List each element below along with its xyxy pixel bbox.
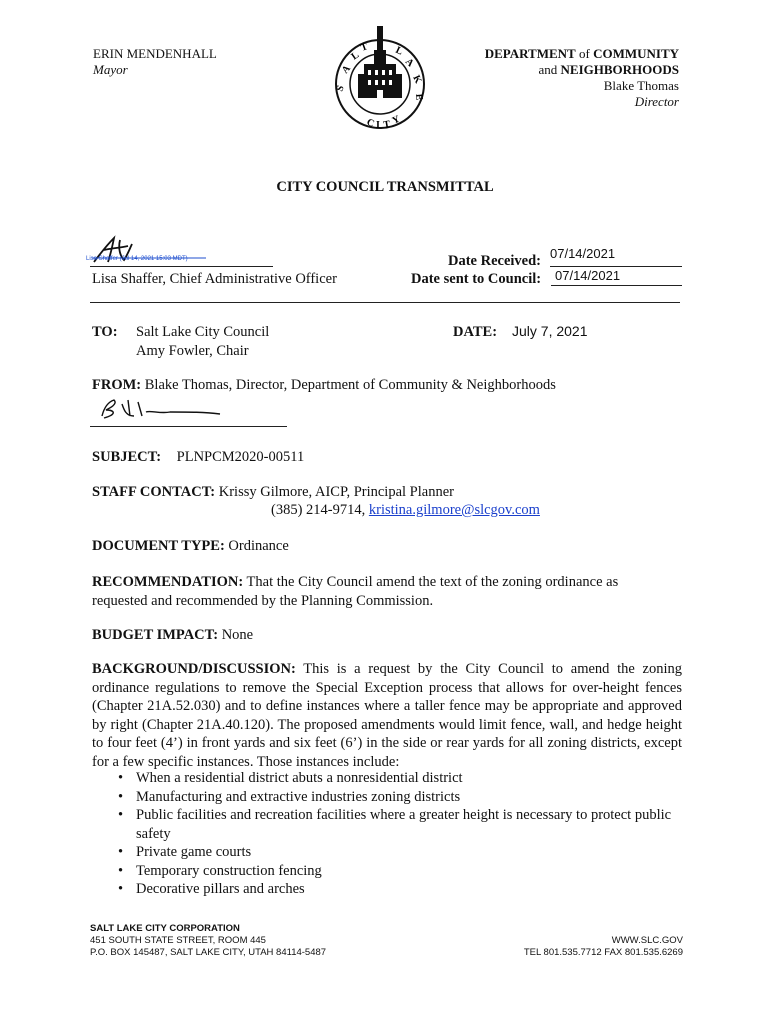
footer-phone: TEL 801.535.7712 FAX 801.535.6269 — [523, 947, 683, 958]
svg-text:A: A — [339, 63, 353, 76]
svg-text:Y: Y — [390, 113, 402, 127]
section-divider — [90, 302, 680, 303]
dept-word-department: DEPARTMENT — [484, 46, 576, 61]
budget-row — [92, 626, 253, 645]
date-received-line — [550, 266, 682, 267]
background-bullet-list — [114, 769, 674, 899]
to-line-2: Amy Fowler, Chair — [136, 342, 249, 359]
staff-contact-row — [92, 483, 454, 502]
recommendation-paragraph — [92, 573, 652, 610]
dept-word-community: COMMUNITY — [593, 46, 679, 61]
document-type-row — [92, 537, 289, 556]
background-paragraph — [92, 660, 682, 771]
list-item: • Private game courts — [114, 843, 674, 862]
svg-text:E: E — [413, 93, 425, 101]
seal-graphic — [330, 22, 430, 132]
footer-address-block — [90, 923, 326, 959]
footer-address-2: P.O. BOX 145487, SALT LAKE CITY, UTAH 84114-5487 — [90, 947, 327, 958]
svg-text:T: T — [359, 41, 370, 54]
staff-phone: (385) 214-9714, — [271, 502, 366, 518]
dept-word-of: of — [578, 46, 590, 61]
staff-contact-text: Krissy Gilmore, AICP, Principal Planner — [218, 484, 454, 500]
document-type-text: Ordinance — [228, 538, 289, 554]
svg-text:S: S — [334, 84, 347, 94]
subject-row — [92, 448, 304, 467]
dept-line-1 — [485, 46, 679, 62]
signature-image-blake-thomas — [94, 394, 234, 424]
staff-email-link[interactable]: kristina.gilmore@slcgov.com — [368, 502, 540, 518]
footer-contact-block — [524, 935, 683, 959]
list-item: • Public facilities and recreation facilities where a greater height is necessary to protect public safety — [114, 806, 674, 843]
list-item: • Temporary construction fencing — [114, 862, 674, 881]
recommendation-label: RECOMMENDATION: — [92, 574, 244, 590]
dept-line-2 — [485, 62, 679, 78]
signer-line — [90, 266, 273, 267]
dept-word-neighborhoods: NEIGHBORHOODS — [560, 62, 679, 77]
list-item: • When a residential district abuts a nonresidential district — [114, 769, 674, 788]
mayor-name: ERIN MENDENHALL — [93, 46, 217, 61]
signature-stamp: Lisa Shaffer (Jul 14, 2021 15:03 MDT) — [86, 256, 188, 262]
subject-text: PLNPCM2020-00511 — [176, 449, 305, 465]
date-received-value: 07/14/2021 — [550, 246, 616, 261]
budget-label: BUDGET IMPACT: — [92, 627, 219, 643]
footer-org: SALT LAKE CITY CORPORATION — [90, 923, 240, 934]
svg-text:I: I — [376, 120, 380, 131]
staff-contact-label: STAFF CONTACT: — [92, 484, 216, 500]
date-received-label: Date Received: — [448, 253, 541, 269]
date-value: July 7, 2021 — [512, 323, 588, 339]
from-label: FROM: — [92, 377, 142, 393]
staff-contact-details — [271, 501, 540, 520]
to-line-1: Salt Lake City Council — [136, 324, 270, 340]
mayor-block — [93, 46, 217, 78]
date-sent-line — [551, 285, 682, 286]
list-item: • Decorative pillars and arches — [114, 880, 674, 899]
footer-web[interactable]: WWW.SLC.GOV — [611, 935, 683, 946]
mayor-title: Mayor — [93, 62, 128, 77]
background-label: BACKGROUND/DISCUSSION: — [92, 661, 296, 677]
date-sent-label: Date sent to Council: — [411, 271, 542, 287]
from-text: Blake Thomas, Director, Department of Community & Neighborhoods — [144, 377, 556, 393]
svg-text:K: K — [410, 73, 424, 86]
to-recipients — [136, 323, 269, 360]
city-seal-logo — [330, 22, 430, 132]
svg-text:L: L — [349, 49, 362, 63]
page-title: CITY COUNCIL TRANSMITTAL — [276, 179, 494, 195]
to-label: TO: — [92, 324, 118, 340]
from-signature-line — [90, 426, 287, 427]
document-type-label: DOCUMENT TYPE: — [92, 538, 225, 554]
svg-text:C: C — [364, 116, 376, 130]
signer-name: Lisa Shaffer, Chief Administrative Officer — [92, 271, 337, 287]
department-block — [485, 46, 679, 110]
dept-word-and: and — [538, 62, 558, 77]
date-label: DATE: — [453, 324, 498, 340]
list-item: • Manufacturing and extractive industries zoning districts — [114, 788, 674, 807]
background-text: This is a request by the City Council to amend the zoning ordinance regulations to remove the Special Exception process that allows for over-height fences (Chapter 21A.52.030) and to define instances where a taller fence may be appropriate and approved by right (Chapter 21A.40.120). The proposed amendments would limit fence, wall, and hedge height to four feet (4’) in front yards and six feet (6’) in the side or rear yards for all zoning districts, except for a few specific instances. Those instances include: — [92, 661, 682, 770]
svg-text:L: L — [393, 44, 405, 58]
svg-text:A: A — [402, 56, 416, 70]
director-title: Director — [634, 94, 679, 109]
signature-drawing-2 — [94, 394, 234, 424]
recommendation-text: That the City Council amend the text of the zoning ordinance as requested and recommended by the Planning Commission. — [92, 574, 619, 609]
budget-text: None — [221, 627, 254, 643]
footer-address-1: 451 SOUTH STATE STREET, ROOM 445 — [90, 935, 266, 946]
subject-label: SUBJECT: — [92, 449, 162, 465]
from-row — [92, 376, 556, 395]
date-sent-value: 07/14/2021 — [555, 268, 621, 283]
director-name: Blake Thomas — [603, 78, 679, 93]
svg-text:T: T — [382, 118, 392, 131]
